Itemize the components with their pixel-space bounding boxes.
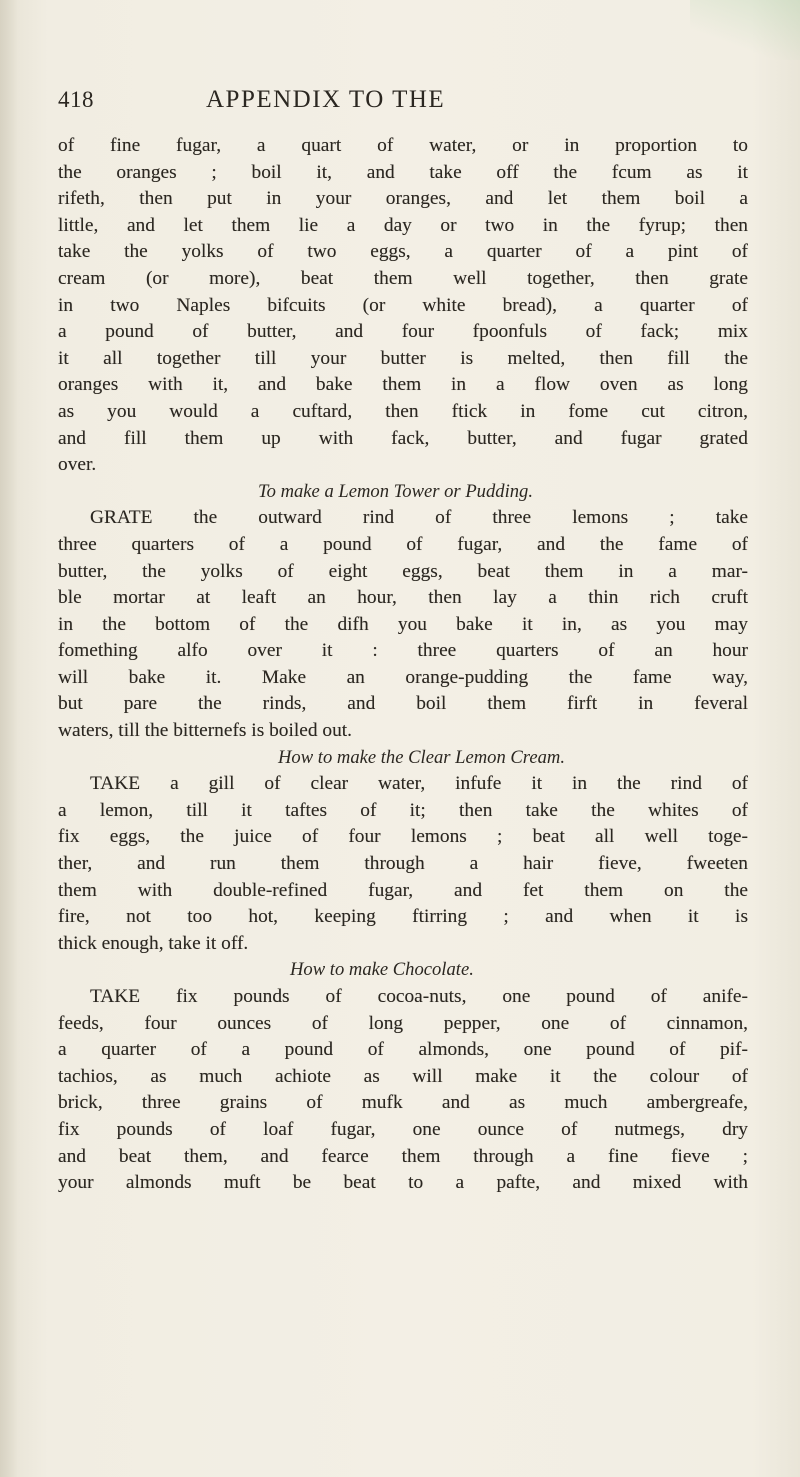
- text-line: tachios, as much achiote as will make it the colour of: [58, 1065, 748, 1087]
- recipe-clear-lemon-cream: [58, 745, 748, 958]
- page-stain: [690, 0, 800, 60]
- text-line: and fill them up with fack, butter, and fugar grated: [58, 427, 748, 449]
- text-line: little, and let them lie a day or two in the fyrup; then: [58, 214, 748, 236]
- text-line: GRATE the outward rind of three lemons ; take: [90, 507, 748, 529]
- text-line: fix eggs, the juice of four lemons ; beat all well toge-: [58, 826, 748, 848]
- text-line: three quarters of a pound of fugar, and the fame of: [58, 533, 748, 555]
- text-line: ther, and run them through a hair fieve, fweeten: [58, 853, 748, 875]
- text-line: your almonds muft be beat to a pafte, and mixed with: [58, 1172, 748, 1194]
- recipe-heading: How to make Chocolate.: [290, 959, 474, 981]
- text-line: in the bottom of the difh you bake it in, as you may: [58, 613, 748, 635]
- text-line: a pound of butter, and four fpoonfuls of fack; mix: [58, 321, 748, 343]
- text-line: oranges with it, and bake them in a flow oven as long: [58, 374, 748, 396]
- text-line: a lemon, till it taftes of it; then take the whites of: [58, 799, 748, 821]
- text-line: of fine fugar, a quart of water, or in proportion to: [58, 135, 748, 156]
- recipe-heading: How to make the Clear Lemon Cream.: [278, 746, 565, 768]
- page-body: [58, 133, 748, 1197]
- text-line: take the yolks of two eggs, a quarter of a pint of: [58, 241, 748, 263]
- text-line: over.: [58, 454, 97, 476]
- running-head: APPENDIX TO THE: [206, 86, 446, 113]
- text-line: rifeth, then put in your oranges, and let them boil a: [58, 188, 748, 210]
- recipe-continuation: [58, 133, 748, 479]
- recipe-chocolate: [58, 957, 748, 1196]
- text-line: will bake it. Make an orange-pudding the fame way,: [58, 666, 748, 688]
- text-line: brick, three grains of mufk and as much ambergreafe,: [58, 1092, 748, 1114]
- text-line: it all together till your butter is melted, then fill the: [58, 347, 748, 369]
- text-line: but pare the rinds, and boil them firft in feveral: [58, 693, 748, 715]
- page-number: 418: [58, 87, 94, 112]
- text-line: them with double-refined fugar, and fet them on the: [58, 879, 748, 901]
- text-line: waters, till the bitternefs is boiled out.: [58, 720, 353, 742]
- text-line: thick enough, take it off.: [58, 932, 249, 954]
- text-line: fix pounds of loaf fugar, one ounce of nutmegs, dry: [58, 1118, 748, 1140]
- text-line: fomething alfo over it : three quarters of an hour: [58, 640, 748, 662]
- recipe-heading: To make a Lemon Tower or Pudding.: [258, 480, 533, 502]
- text-line: butter, the yolks of eight eggs, beat them in a mar-: [58, 560, 748, 582]
- text-line: ble mortar at leaft an hour, then lay a thin rich cruft: [58, 587, 748, 609]
- text-line: as you would a cuftard, then ftick in fome cut citron,: [58, 400, 748, 422]
- text-line: fire, not too hot, keeping ftirring ; and when it is: [58, 906, 748, 928]
- text-line: cream (or more), beat them well together, then grate: [58, 267, 748, 289]
- text-line: a quarter of a pound of almonds, one pound of pif-: [58, 1039, 748, 1061]
- text-line: TAKE a gill of clear water, infufe it in the rind of: [90, 773, 748, 795]
- recipe-lemon-tower: [58, 479, 748, 745]
- text-line: in two Naples bifcuits (or white bread), a quarter of: [58, 294, 748, 316]
- text-line: and beat them, and fearce them through a fine fieve ;: [58, 1145, 748, 1167]
- text-line: TAKE fix pounds of cocoa-nuts, one pound of anife-: [90, 986, 748, 1007]
- text-line: feeds, four ounces of long pepper, one of cinnamon,: [58, 1012, 748, 1034]
- page-header: [58, 86, 748, 122]
- text-line: the oranges ; boil it, and take off the fcum as it: [58, 161, 748, 183]
